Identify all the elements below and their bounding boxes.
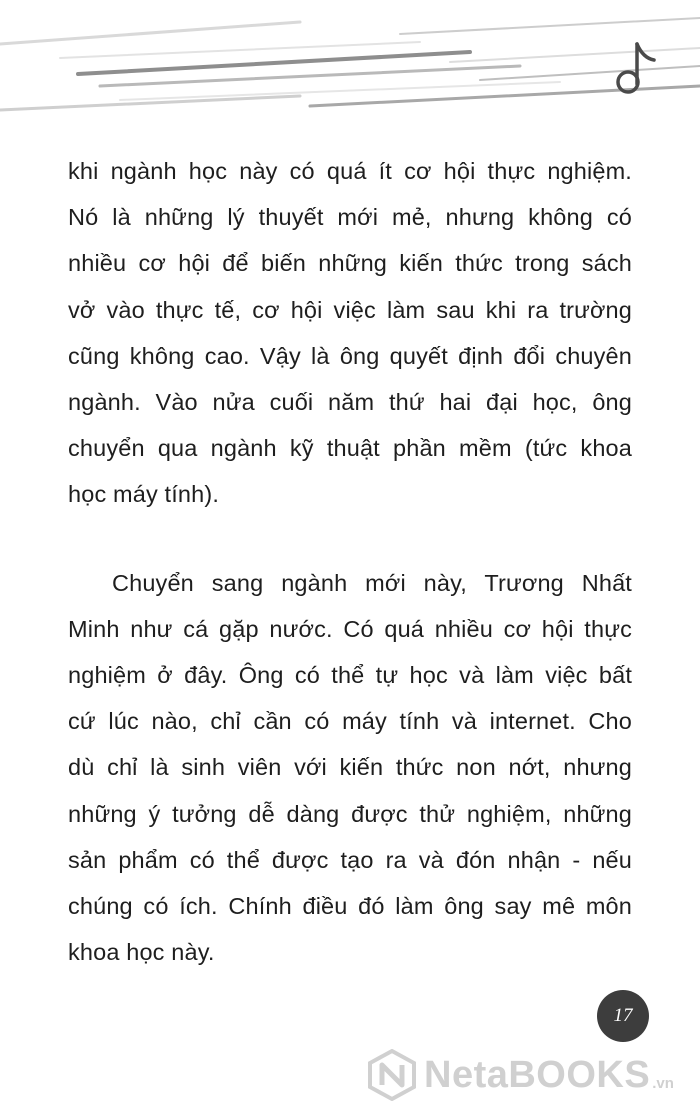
text-line: nghiệm ở đây. Ông có thể tự học và làm việc bất <box>68 662 632 689</box>
body-text <box>68 148 632 975</box>
text-line: nhiều cơ hội để biến những kiến thức trong sách <box>68 250 632 277</box>
watermark <box>366 1046 686 1104</box>
text-line: cứ lúc nào, chỉ cần có máy tính và internet. Cho <box>68 708 632 735</box>
watermark-brand: NetaBOOKS <box>424 1054 651 1096</box>
text-line: Nó là những lý thuyết mới mẻ, nhưng không có <box>68 204 632 231</box>
paragraph-1 <box>68 148 632 518</box>
text-line: học máy tính). <box>68 481 219 508</box>
page-number-badge <box>597 990 649 1042</box>
text-line: Minh như cá gặp nước. Có quá nhiều cơ hội thực <box>68 615 632 642</box>
text-line: chuyển qua ngành kỹ thuật phần mềm (tức khoa <box>68 435 632 462</box>
header-decoration <box>0 0 700 130</box>
paragraph-2 <box>68 560 632 976</box>
text-line: cũng không cao. Vậy là ông quyết định đổi chuyên <box>68 342 632 369</box>
text-line: ngành. Vào nửa cuối năm thứ hai đại học, ông <box>68 389 632 416</box>
watermark-tld: .vn <box>652 1075 674 1092</box>
text-line: khoa học này. <box>68 939 215 966</box>
page-number: 17 <box>613 1005 633 1026</box>
text-line: những ý tưởng dễ dàng được thử nghiệm, những <box>68 800 632 827</box>
netabooks-logo-icon <box>366 1049 418 1101</box>
text-line: dù chỉ là sinh viên với kiến thức non nớt, nhưng <box>68 754 632 781</box>
text-line: Chuyển sang ngành mới này, Trương Nhất <box>112 569 632 596</box>
text-line: chúng có ích. Chính điều đó làm ông say mê môn <box>68 893 632 920</box>
text-line: khi ngành học này có quá ít cơ hội thực nghiệm. <box>68 158 632 184</box>
text-line: sản phẩm có thể được tạo ra và đón nhận - nếu <box>68 846 632 873</box>
text-line: vở vào thực tế, cơ hội việc làm sau khi ra trường <box>68 296 632 323</box>
